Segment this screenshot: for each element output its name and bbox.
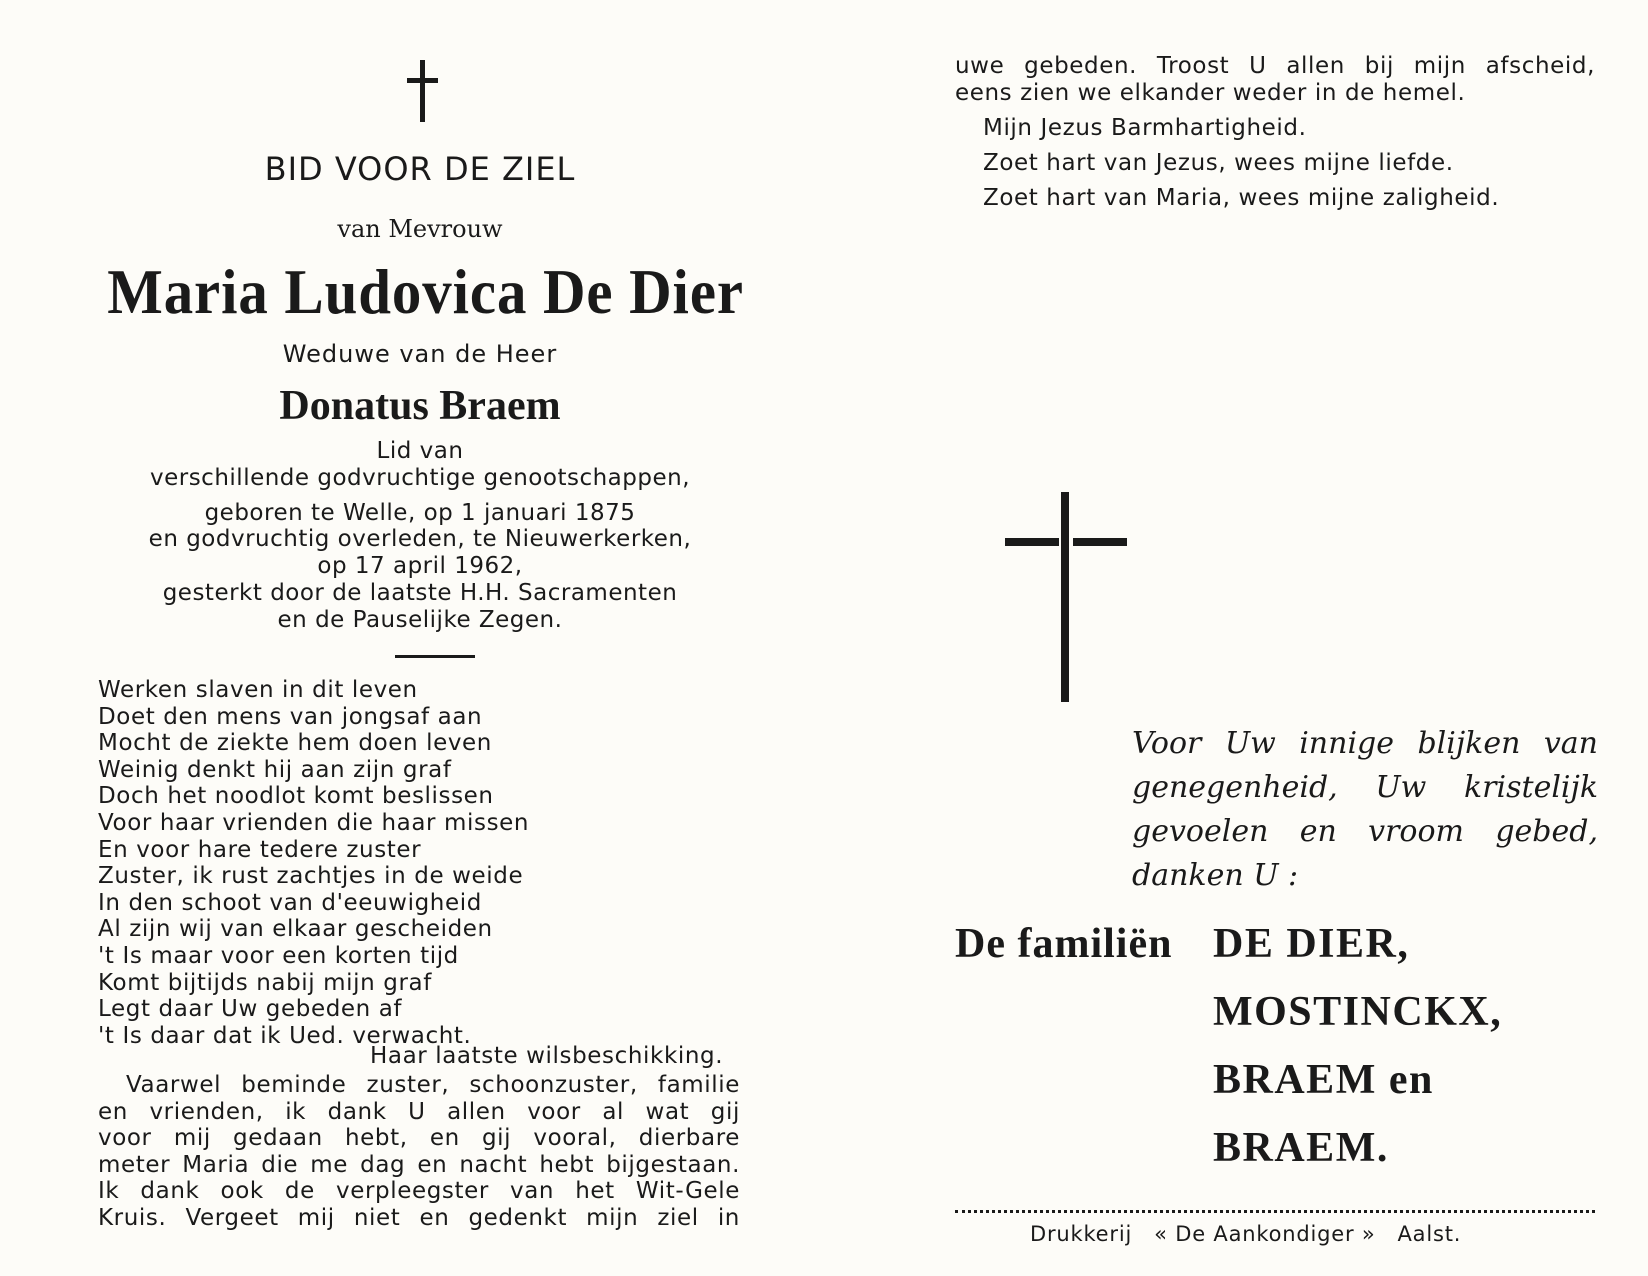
poem-line: Legt daar Uw gebeden af <box>98 996 403 1023</box>
genootschappen: verschillende godvruchtige genootschappen, <box>149 464 691 491</box>
printer-credit <box>1030 1222 1461 1246</box>
printer-city: Aalst. <box>1397 1222 1462 1246</box>
husband-name: Donatus Braem <box>279 383 561 429</box>
farewell-line: Vaarwel beminde zuster, schoonzuster, familie <box>126 1072 740 1098</box>
families-lead: De familiën <box>955 921 1173 967</box>
invocation: Zoet hart van Maria, wees mijne zaligheid. <box>983 185 1500 211</box>
family-name: BRAEM. <box>1213 1125 1389 1171</box>
poem-line: Mocht de ziekte hem doen leven <box>98 730 492 757</box>
poem-line: Doch het noodlot komt beslissen <box>98 783 494 810</box>
farewell-line: Ik dank ook de verpleegster van het Wit-Gele <box>98 1178 740 1205</box>
last-will-title: Haar laatste wilsbeschikking. <box>370 1043 724 1069</box>
birth-death-line: gesterkt door de laatste H.H. Sacramenten <box>162 579 678 606</box>
poem-line: In den schoot van d'eeuwigheid <box>98 889 482 916</box>
farewell-line: en vrienden, ik dank U allen voor al wat gij <box>98 1098 740 1125</box>
biography <box>90 438 750 634</box>
thanks-line: genegenheid, Uw kristelijk <box>1132 770 1598 805</box>
deceased-name: Maria Ludovica De Dier <box>107 256 744 327</box>
farewell-line: meter Maria die me dag en nacht hebt bijgestaan. <box>98 1151 740 1178</box>
lid-van: Lid van <box>376 438 464 464</box>
printer-brand: « De Aankondiger » <box>1154 1222 1376 1246</box>
family-name: DE DIER, <box>1213 921 1410 967</box>
poem-line: Werken slaven in dit leven <box>98 677 418 703</box>
poem-line: Doet den mens van jongsaf aan <box>98 703 483 730</box>
card-heading: BID VOOR DE ZIEL <box>264 150 576 188</box>
poem-line: Al zijn wij van elkaar gescheiden <box>98 916 493 943</box>
farewell-line: voor mij gedaan hebt, en gij vooral, dierbare <box>98 1125 740 1152</box>
family-name: MOSTINCKX, <box>1213 989 1503 1035</box>
thanks-line: danken U : <box>1132 858 1299 893</box>
birth-death-line: en godvruchtig overleden, te Nieuwerkerken, <box>148 526 692 553</box>
poem-line: En voor hare tedere zuster <box>98 836 422 863</box>
poem-line: Komt bijtijds nabij mijn graf <box>98 969 432 996</box>
thanks-line: gevoelen en vroom gebed, <box>1132 814 1598 849</box>
farewell-line: Kruis. Vergeet mij niet en gedenkt mijn ziel in <box>98 1204 740 1231</box>
separator-rule <box>395 655 475 658</box>
poem-line: 't Is daar dat ik Ued. verwacht. <box>98 1022 472 1049</box>
prayer-line: uwe gebeden. Troost U allen bij mijn afscheid, <box>955 53 1595 79</box>
cross-icon <box>407 60 437 124</box>
farewell-text <box>98 1072 740 1232</box>
poem-line: 't Is maar voor een korten tijd <box>98 942 459 969</box>
poem <box>98 677 529 1049</box>
poem-line: Zuster, ik rust zachtjes in de weide <box>98 863 524 890</box>
widow-of: Weduwe van de Heer <box>282 340 558 368</box>
invocation: Zoet hart van Jezus, wees mijne liefde. <box>983 150 1454 176</box>
poem-line: Voor haar vrienden die haar missen <box>98 809 530 836</box>
large-cross-icon <box>1005 492 1127 704</box>
prayer-line: eens zien we elkander weder in de hemel. <box>955 80 1466 106</box>
prayer-continuation <box>955 53 1595 212</box>
dotted-rule <box>955 1210 1595 1213</box>
thanks-text <box>1132 722 1598 898</box>
family-name: BRAEM en <box>1213 1057 1434 1103</box>
printer-name: Drukkerij <box>1030 1222 1133 1246</box>
birth-death-line: geboren te Welle, op 1 januari 1875 <box>204 499 636 526</box>
poem-line: Weinig denkt hij aan zijn graf <box>98 756 452 783</box>
birth-death-line: op 17 april 1962, <box>317 553 523 580</box>
thanks-line: Voor Uw innige blijken van <box>1132 726 1598 761</box>
van-mevrouw: van Mevrouw <box>337 215 503 243</box>
birth-death-line: en de Pauselijke Zegen. <box>277 606 563 633</box>
invocation: Mijn Jezus Barmhartigheid. <box>983 115 1307 141</box>
